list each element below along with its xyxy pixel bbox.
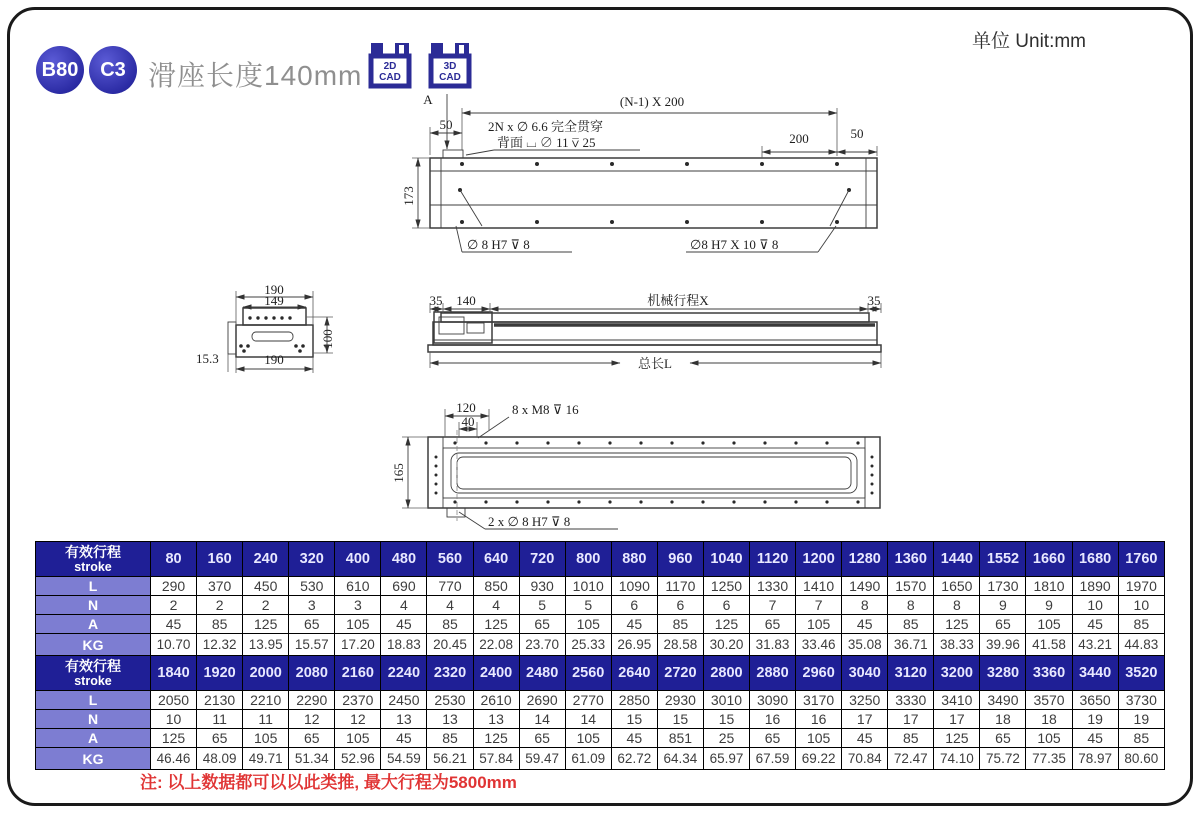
stroke-header-cell: 有效行程 stroke (36, 542, 151, 577)
hole-note-line2: 背面 ⌴ ∅ 11 ⊽ 25 (497, 135, 596, 150)
cell-N: 11 (197, 710, 243, 729)
cell-KG: 49.71 (243, 748, 289, 770)
cell-L: 290 (151, 577, 197, 596)
stroke-value: 1360 (888, 542, 934, 577)
cell-L: 3250 (842, 691, 888, 710)
cell-N: 6 (657, 596, 703, 615)
cell-A: 25 (703, 729, 749, 748)
cell-KG: 23.70 (519, 634, 565, 656)
stroke-value: 1040 (703, 542, 749, 577)
cell-N: 12 (335, 710, 381, 729)
cell-N: 9 (980, 596, 1026, 615)
cell-KG: 26.95 (611, 634, 657, 656)
stroke-value: 1920 (197, 656, 243, 691)
cell-KG: 38.33 (934, 634, 980, 656)
cell-KG: 65.97 (703, 748, 749, 770)
stroke-value: 2160 (335, 656, 381, 691)
row-label-KG: KG (36, 748, 151, 770)
row-label-N: N (36, 596, 151, 615)
cell-KG: 52.96 (335, 748, 381, 770)
cell-L: 850 (473, 577, 519, 596)
cell-A: 851 (657, 729, 703, 748)
cell-KG: 51.34 (289, 748, 335, 770)
cell-N: 18 (1026, 710, 1072, 729)
cell-A: 105 (565, 615, 611, 634)
cell-KG: 44.83 (1118, 634, 1164, 656)
row-label-L: L (36, 577, 151, 596)
hole-note-line1: 2N x ∅ 6.6 完全贯穿 (488, 119, 603, 134)
cell-N: 4 (381, 596, 427, 615)
stroke-value: 3120 (888, 656, 934, 691)
cell-A: 85 (657, 615, 703, 634)
cell-N: 6 (703, 596, 749, 615)
stroke-value: 1120 (750, 542, 796, 577)
cell-A: 45 (611, 729, 657, 748)
cell-KG: 15.57 (289, 634, 335, 656)
cell-L: 450 (243, 577, 289, 596)
cell-KG: 69.22 (796, 748, 842, 770)
cell-KG: 64.34 (657, 748, 703, 770)
model-badge: B80 (36, 46, 84, 94)
technical-drawings (0, 85, 1200, 540)
cell-N: 10 (1118, 596, 1164, 615)
stroke-value: 2640 (611, 656, 657, 691)
cell-KG: 43.21 (1072, 634, 1118, 656)
cell-A: 65 (750, 615, 796, 634)
stroke-value: 1680 (1072, 542, 1118, 577)
cell-N: 12 (289, 710, 335, 729)
stroke-value: 320 (289, 542, 335, 577)
cell-L: 2770 (565, 691, 611, 710)
cell-N: 2 (151, 596, 197, 615)
stroke-value: 2560 (565, 656, 611, 691)
cell-A: 125 (473, 615, 519, 634)
cell-A: 105 (796, 615, 842, 634)
cell-KG: 59.47 (519, 748, 565, 770)
cell-KG: 74.10 (934, 748, 980, 770)
stroke-value: 2720 (657, 656, 703, 691)
cell-KG: 33.46 (796, 634, 842, 656)
cell-KG: 48.09 (197, 748, 243, 770)
cell-L: 1810 (1026, 577, 1072, 596)
cell-A: 65 (519, 615, 565, 634)
cell-L: 3330 (888, 691, 934, 710)
stroke-value: 1840 (151, 656, 197, 691)
cell-N: 7 (750, 596, 796, 615)
dim-100: 100 (320, 329, 335, 349)
cell-L: 770 (427, 577, 473, 596)
cell-A: 45 (1072, 729, 1118, 748)
cell-L: 1730 (980, 577, 1026, 596)
spec-table (35, 541, 1165, 770)
cell-L: 1490 (842, 577, 888, 596)
stroke-value: 80 (151, 542, 197, 577)
cell-N: 17 (934, 710, 980, 729)
cell-KG: 62.72 (611, 748, 657, 770)
stroke-value: 800 (565, 542, 611, 577)
cell-L: 2450 (381, 691, 427, 710)
cell-A: 85 (197, 615, 243, 634)
stroke-value: 400 (335, 542, 381, 577)
cell-A: 45 (381, 729, 427, 748)
dim-120: 120 (456, 400, 476, 415)
stroke-value: 640 (473, 542, 519, 577)
cell-KG: 54.59 (381, 748, 427, 770)
cell-N: 14 (519, 710, 565, 729)
svg-text:3D: 3D (443, 61, 457, 72)
cell-L: 1330 (750, 577, 796, 596)
cell-L: 2210 (243, 691, 289, 710)
cell-L: 1410 (796, 577, 842, 596)
stroke-value: 1552 (980, 542, 1026, 577)
hole-note-bottom-right: ∅8 H7 X 10 ⊽ 8 (690, 237, 779, 252)
cell-N: 8 (888, 596, 934, 615)
cell-L: 1010 (565, 577, 611, 596)
svg-text:CAD: CAD (379, 72, 401, 83)
stroke-value: 880 (611, 542, 657, 577)
stroke-value: 2800 (703, 656, 749, 691)
dim-40: 40 (461, 414, 475, 429)
cell-A: 105 (565, 729, 611, 748)
cell-N: 15 (657, 710, 703, 729)
cell-N: 2 (197, 596, 243, 615)
stroke-value: 1200 (796, 542, 842, 577)
cell-A: 65 (289, 615, 335, 634)
cell-L: 2290 (289, 691, 335, 710)
dim-190-bottom: 190 (264, 352, 284, 367)
cell-N: 16 (796, 710, 842, 729)
cell-A: 105 (335, 615, 381, 634)
bottom-view-drawing (391, 400, 880, 529)
stroke-value: 2880 (750, 656, 796, 691)
dim-200: 200 (789, 131, 809, 146)
cell-L: 1970 (1118, 577, 1164, 596)
svg-text:2D: 2D (383, 61, 397, 72)
cell-N: 6 (611, 596, 657, 615)
cell-KG: 25.33 (565, 634, 611, 656)
cell-KG: 72.47 (888, 748, 934, 770)
cell-A: 65 (197, 729, 243, 748)
cell-KG: 61.09 (565, 748, 611, 770)
row-label-A: A (36, 729, 151, 748)
cell-N: 17 (888, 710, 934, 729)
thread-note: 8 x M8 ⊽ 16 (512, 402, 579, 417)
cell-KG: 28.58 (657, 634, 703, 656)
cell-L: 1570 (888, 577, 934, 596)
cell-L: 3090 (750, 691, 796, 710)
cell-N: 17 (842, 710, 888, 729)
cell-L: 1890 (1072, 577, 1118, 596)
cell-L: 2690 (519, 691, 565, 710)
row-label-L: L (36, 691, 151, 710)
cell-A: 125 (243, 615, 289, 634)
stroke-value: 3520 (1118, 656, 1164, 691)
cell-KG: 18.83 (381, 634, 427, 656)
cell-A: 65 (980, 615, 1026, 634)
dim-15-3: 15.3 (196, 351, 219, 366)
cell-N: 13 (473, 710, 519, 729)
cell-A: 105 (796, 729, 842, 748)
cell-N: 4 (473, 596, 519, 615)
cell-N: 5 (519, 596, 565, 615)
cell-N: 15 (611, 710, 657, 729)
cell-N: 13 (427, 710, 473, 729)
cell-KG: 67.59 (750, 748, 796, 770)
cell-KG: 10.70 (151, 634, 197, 656)
cell-N: 11 (243, 710, 289, 729)
cad-2d-button[interactable] (368, 42, 412, 90)
cell-L: 930 (519, 577, 565, 596)
side-view-drawing (428, 293, 881, 371)
page-title: 滑座长度140mm (148, 60, 363, 91)
cell-A: 65 (750, 729, 796, 748)
cell-A: 85 (427, 729, 473, 748)
cell-A: 105 (1026, 615, 1072, 634)
stroke-value: 560 (427, 542, 473, 577)
cell-KG: 80.60 (1118, 748, 1164, 770)
cell-A: 125 (151, 729, 197, 748)
stroke-value: 240 (243, 542, 289, 577)
cell-L: 3010 (703, 691, 749, 710)
cell-A: 65 (519, 729, 565, 748)
dim-50-right: 50 (850, 126, 864, 141)
cell-A: 45 (611, 615, 657, 634)
stroke-value: 3200 (934, 656, 980, 691)
bottom-hole-note: 2 x ∅ 8 H7 ⊽ 8 (488, 514, 571, 529)
stroke-value: 2320 (427, 656, 473, 691)
svg-text:CAD: CAD (439, 72, 461, 83)
cell-KG: 35.08 (842, 634, 888, 656)
cell-KG: 56.21 (427, 748, 473, 770)
cell-L: 2370 (335, 691, 381, 710)
total-length-label: 总长L (638, 356, 672, 371)
stroke-value: 2080 (289, 656, 335, 691)
cell-L: 3170 (796, 691, 842, 710)
cell-A: 125 (703, 615, 749, 634)
stroke-value: 720 (519, 542, 565, 577)
dim-173: 173 (401, 186, 416, 206)
cell-A: 45 (842, 615, 888, 634)
stroke-value: 3440 (1072, 656, 1118, 691)
dim-190-top: 190 (264, 282, 284, 297)
cell-A: 45 (842, 729, 888, 748)
cell-N: 5 (565, 596, 611, 615)
cell-L: 3730 (1118, 691, 1164, 710)
cell-KG: 78.97 (1072, 748, 1118, 770)
cell-L: 3490 (980, 691, 1026, 710)
cell-L: 2850 (611, 691, 657, 710)
stroke-value: 2960 (796, 656, 842, 691)
cell-N: 3 (289, 596, 335, 615)
cad-3d-icon (428, 42, 472, 90)
cell-KG: 22.08 (473, 634, 519, 656)
row-label-A: A (36, 615, 151, 634)
cell-A: 125 (934, 729, 980, 748)
stroke-value: 160 (197, 542, 243, 577)
cell-N: 14 (565, 710, 611, 729)
stroke-x-label: 机械行程X (647, 293, 709, 308)
cell-L: 2130 (197, 691, 243, 710)
cell-KG: 36.71 (888, 634, 934, 656)
stroke-value: 1660 (1026, 542, 1072, 577)
stroke-value: 3360 (1026, 656, 1072, 691)
cell-N: 19 (1072, 710, 1118, 729)
cell-N: 2 (243, 596, 289, 615)
cell-L: 3410 (934, 691, 980, 710)
cell-A: 125 (934, 615, 980, 634)
cell-L: 3570 (1026, 691, 1072, 710)
cad-3d-button[interactable] (428, 42, 472, 90)
stroke-value: 2240 (381, 656, 427, 691)
stroke-value: 1760 (1118, 542, 1164, 577)
cell-KG: 17.20 (335, 634, 381, 656)
cell-KG: 57.84 (473, 748, 519, 770)
cell-L: 1650 (934, 577, 980, 596)
series-badge: C3 (89, 46, 137, 94)
dim-35-left: 35 (429, 293, 443, 308)
cell-KG: 39.96 (980, 634, 1026, 656)
cell-A: 85 (1118, 615, 1164, 634)
cell-KG: 31.83 (750, 634, 796, 656)
cell-A: 85 (888, 615, 934, 634)
cell-KG: 41.58 (1026, 634, 1072, 656)
stroke-value: 2000 (243, 656, 289, 691)
cell-A: 45 (381, 615, 427, 634)
stroke-value: 1280 (842, 542, 888, 577)
cell-N: 10 (151, 710, 197, 729)
cell-KG: 30.20 (703, 634, 749, 656)
cell-N: 8 (934, 596, 980, 615)
cell-N: 10 (1072, 596, 1118, 615)
cell-L: 610 (335, 577, 381, 596)
top-view-drawing (401, 92, 877, 252)
dim-50-left: 50 (439, 117, 453, 132)
cell-L: 2530 (427, 691, 473, 710)
cell-A: 65 (980, 729, 1026, 748)
cell-A: 85 (888, 729, 934, 748)
section-a-label: A (423, 92, 433, 107)
stroke-value: 2400 (473, 656, 519, 691)
stroke-value: 960 (657, 542, 703, 577)
cell-N: 3 (335, 596, 381, 615)
section-view-drawing (196, 282, 335, 373)
cell-KG: 75.72 (980, 748, 1026, 770)
cell-A: 65 (289, 729, 335, 748)
stroke-value: 2480 (519, 656, 565, 691)
cell-N: 15 (703, 710, 749, 729)
cell-A: 85 (427, 615, 473, 634)
cell-KG: 70.84 (842, 748, 888, 770)
dim-35-right: 35 (867, 293, 881, 308)
cell-L: 2930 (657, 691, 703, 710)
hole-note-bottom-left: ∅ 8 H7 ⊽ 8 (467, 237, 530, 252)
cell-N: 19 (1118, 710, 1164, 729)
cad-2d-icon (368, 42, 412, 90)
cell-A: 125 (473, 729, 519, 748)
cell-N: 9 (1026, 596, 1072, 615)
cell-N: 13 (381, 710, 427, 729)
pitch-dim-label: (N-1) X 200 (619, 94, 685, 109)
cell-L: 3650 (1072, 691, 1118, 710)
cell-A: 45 (151, 615, 197, 634)
cell-A: 85 (1118, 729, 1164, 748)
cell-KG: 46.46 (151, 748, 197, 770)
cell-A: 105 (243, 729, 289, 748)
cell-N: 16 (750, 710, 796, 729)
cell-L: 1250 (703, 577, 749, 596)
cell-KG: 13.95 (243, 634, 289, 656)
cell-KG: 12.32 (197, 634, 243, 656)
unit-label: 单位 Unit:mm (972, 31, 1087, 52)
bottom-hole-marks (435, 441, 874, 503)
cell-A: 105 (1026, 729, 1072, 748)
row-label-N: N (36, 710, 151, 729)
stroke-value: 3280 (980, 656, 1026, 691)
footnote: 注: 以上数据都可以以此类推, 最大行程为5800mm (140, 773, 517, 792)
cell-N: 18 (980, 710, 1026, 729)
cell-KG: 20.45 (427, 634, 473, 656)
cell-L: 370 (197, 577, 243, 596)
cell-L: 2610 (473, 691, 519, 710)
stroke-header-cell: 有效行程 stroke (36, 656, 151, 691)
cell-KG: 77.35 (1026, 748, 1072, 770)
cell-N: 4 (427, 596, 473, 615)
row-label-KG: KG (36, 634, 151, 656)
stroke-value: 1440 (934, 542, 980, 577)
cell-L: 2050 (151, 691, 197, 710)
cell-L: 690 (381, 577, 427, 596)
stroke-value: 3040 (842, 656, 888, 691)
cell-N: 7 (796, 596, 842, 615)
dim-165: 165 (391, 463, 406, 483)
stroke-value: 480 (381, 542, 427, 577)
cell-L: 530 (289, 577, 335, 596)
section-hole-marks (239, 316, 305, 353)
cell-L: 1090 (611, 577, 657, 596)
cell-L: 1170 (657, 577, 703, 596)
dim-149: 149 (264, 293, 284, 308)
dim-140: 140 (456, 293, 476, 308)
cell-A: 105 (335, 729, 381, 748)
cell-N: 8 (842, 596, 888, 615)
cell-A: 45 (1072, 615, 1118, 634)
